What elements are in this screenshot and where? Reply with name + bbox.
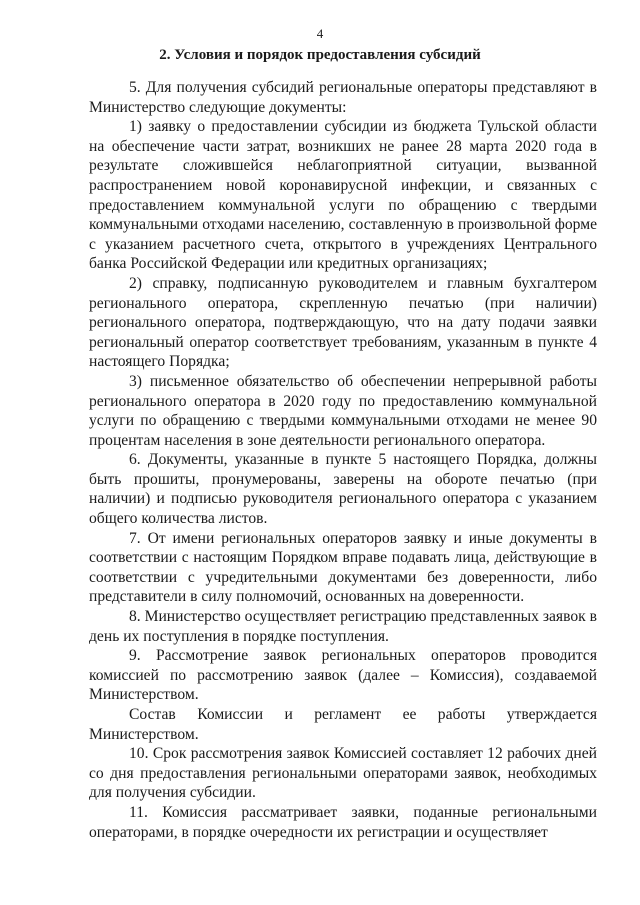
paragraph-9: 9. Рассмотрение заявок региональных операторов проводится комиссией по рассмотрению заявок (далее – Комиссия), создаваемой Министерством. [89, 647, 597, 704]
paragraph-7: 7. От имени региональных операторов заявку и иные документы в соответствии с настоящим Порядком вправе подавать лица, действующие в соответствии с учредительными документами без доверенности, либо представители в силу полномочий, основанных на доверенности. [89, 529, 597, 606]
document-body [89, 78, 597, 842]
paragraph-8: 8. Министерство осуществляет регистрацию представленных заявок в день их поступления в порядке поступления. [89, 608, 597, 645]
section-heading: 2. Условия и порядок предоставления субсидий [159, 47, 481, 63]
page-number: 4 [316, 26, 324, 41]
paragraph-6: 6. Документы, указанные в пункте 5 настоящего Порядка, должны быть прошиты, пронумерованы, заверены на обороте печатью (при наличии) и подписью руководителя регионального оператора с указанием общего количества листов. [89, 451, 597, 528]
paragraph-5-item-3: 3) письменное обязательство об обеспечении непрерывной работы регионального оператора в 2020 году по предоставлению коммунальной услуги по обращению с твердыми коммунальными отходами не менее 90 процентам населения в зоне деятельности регионального оператора. [89, 372, 597, 449]
paragraph-5-item-1: 1) заявку о предоставлении субсидии из бюджета Тульской области на обеспечение части затрат, возникших не ранее 28 марта 2020 года в результате сложившейся неблагоприятной ситуации, вызванной распространением новой коронавирусной инфекции, и связанных с предоставлением коммунальной услуги по обращению с твердыми коммунальными отходами населению, составленную в произвольной форме с указанием расчетного счета, открытого в учреждениях Центрального банка Российской Федерации или кредитных организациях; [89, 118, 597, 273]
paragraph-5: 5. Для получения субсидий региональные операторы представляют в Министерство следующие документы: [89, 79, 597, 116]
paragraph-commission: Состав Комиссии и регламент ее работы утверждается Министерством. [89, 706, 597, 743]
paragraph-5-item-2: 2) справку, подписанную руководителем и главным бухгалтером регионального оператора, скрепленную печатью (при наличии) регионального оператора, подтверждающую, что на дату подачи заявки региональный оператор соответствует требованиям, указанным в пункте 4 настоящего Порядка; [89, 274, 597, 371]
paragraph-11: 11. Комиссия рассматривает заявки, поданные региональными операторами, в порядке очередности их регистрации и осуществляет [89, 803, 597, 841]
paragraph-10: 10. Срок рассмотрения заявок Комиссией составляет 12 рабочих дней со дня предоставления региональными операторами заявок, необходимых для получения субсидии. [89, 745, 597, 802]
